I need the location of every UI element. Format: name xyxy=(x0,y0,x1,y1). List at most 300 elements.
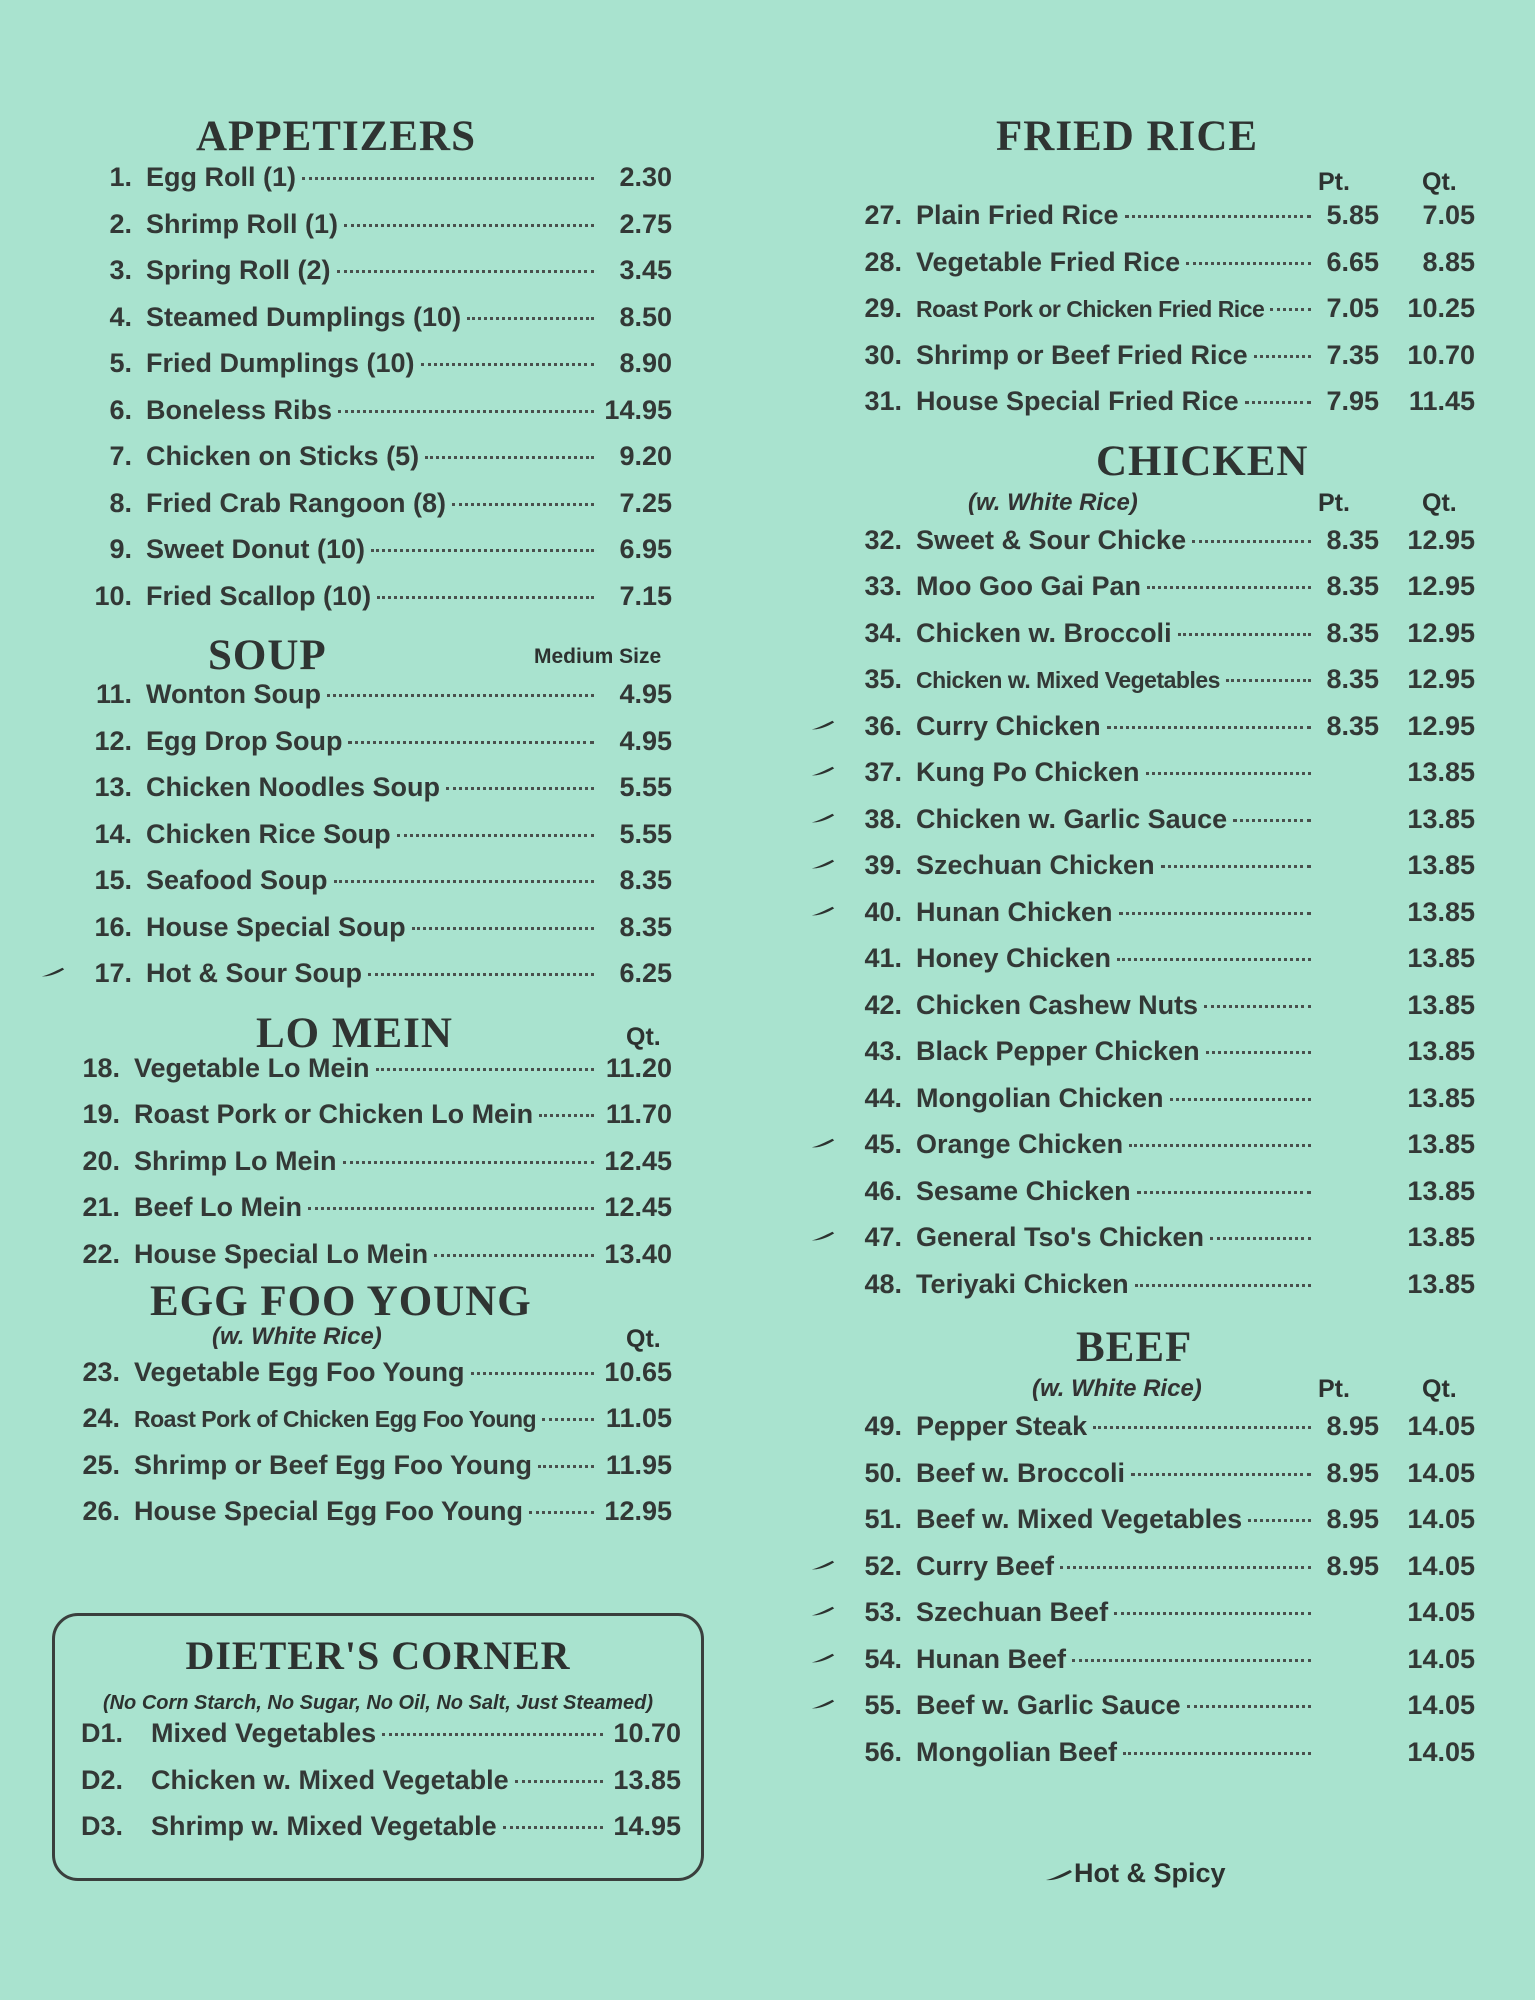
beef-subtitle: (w. White Rice) xyxy=(1032,1375,1202,1402)
item-price: 7.25 xyxy=(619,487,672,518)
fried-rice-qt-label: Qt. xyxy=(1422,168,1457,196)
dot-leader xyxy=(515,1780,603,1783)
item-price-pint: 6.65 xyxy=(1326,246,1379,277)
item-price-quart: 14.05 xyxy=(1407,1457,1475,1488)
dot-leader xyxy=(334,880,595,883)
menu-item xyxy=(840,1129,1475,1176)
item-price: 12.45 xyxy=(604,1192,672,1222)
item-name: Sweet & Sour Chicke xyxy=(916,524,1187,555)
item-number: 56. xyxy=(864,1736,902,1767)
item-name: Beef w. Garlic Sauce xyxy=(916,1690,1181,1720)
dot-leader xyxy=(1170,1098,1311,1101)
item-name: Vegetable Fried Rice xyxy=(916,246,1181,277)
item-name: Chicken Cashew Nuts xyxy=(916,989,1199,1020)
section-title-beef: BEEF xyxy=(1076,1324,1193,1371)
section-title-dieters-corner: DIETER'S CORNER xyxy=(185,1633,571,1678)
item-price: 8.35 xyxy=(619,911,672,942)
menu-item xyxy=(70,395,672,442)
item-price: 4.95 xyxy=(619,725,672,756)
dot-leader xyxy=(425,456,594,459)
item-price-quart: 14.05 xyxy=(1407,1550,1475,1581)
item-price-quart: 13.85 xyxy=(1407,1036,1475,1066)
menu-item xyxy=(58,1357,672,1404)
item-number: 18. xyxy=(82,1052,120,1083)
item-number: 12. xyxy=(94,725,132,756)
item-name: Teriyaki Chicken xyxy=(916,1268,1129,1299)
item-number: 25. xyxy=(82,1449,120,1480)
dot-leader xyxy=(1233,819,1311,822)
item-name: Steamed Dumplings (10) xyxy=(146,301,462,332)
item-name: Curry Chicken xyxy=(916,710,1101,741)
item-price-quart: 13.85 xyxy=(1407,1222,1475,1252)
item-price-quart: 7.05 xyxy=(1422,200,1475,230)
chicken-header xyxy=(840,433,1475,525)
item-price-quart: 12.95 xyxy=(1407,617,1475,648)
menu-item xyxy=(840,664,1475,711)
dot-leader xyxy=(1146,772,1311,775)
dot-leader xyxy=(1131,1473,1311,1476)
item-name: Mongolian Chicken xyxy=(916,1082,1164,1113)
item-price-pint: 5.85 xyxy=(1326,200,1379,230)
menu-item xyxy=(58,1146,672,1193)
item-number: 35. xyxy=(864,664,902,694)
item-price: 10.70 xyxy=(613,1718,681,1748)
menu-item xyxy=(70,679,672,726)
item-number: 45. xyxy=(840,1129,902,1160)
item-number: 44. xyxy=(864,1082,902,1113)
menu-item xyxy=(58,1450,672,1497)
item-number: 37. xyxy=(840,757,902,788)
pepper-icon xyxy=(810,1230,836,1242)
item-name: Chicken w. Mixed Vegetables xyxy=(916,667,1220,693)
item-number: 28. xyxy=(864,246,902,277)
dot-leader xyxy=(377,596,594,599)
item-name: Plain Fried Rice xyxy=(916,200,1119,230)
dot-leader xyxy=(1093,1426,1311,1429)
dot-leader xyxy=(542,1418,594,1421)
item-number: 4. xyxy=(109,301,132,332)
item-number: 40. xyxy=(840,897,902,928)
item-price: 4.95 xyxy=(619,679,672,709)
item-price-quart: 13.85 xyxy=(1407,1082,1475,1113)
item-price: 7.15 xyxy=(619,580,672,611)
item-name: Boneless Ribs xyxy=(146,394,333,425)
item-name: House Special Egg Foo Young xyxy=(134,1496,524,1526)
dieters-corner-subtitle: (No Corn Starch, No Sugar, No Oil, No Salt, Just Steamed) xyxy=(102,1692,654,1714)
item-name: Sweet Donut (10) xyxy=(146,534,366,564)
item-price-quart: 13.85 xyxy=(1407,850,1475,880)
item-price-quart: 13.85 xyxy=(1407,757,1475,787)
menu-item xyxy=(70,865,672,912)
menu-item xyxy=(840,1644,1475,1691)
item-number: 34. xyxy=(864,617,902,648)
item-price-quart: 14.05 xyxy=(1407,1597,1475,1627)
menu-item xyxy=(840,1504,1475,1551)
item-price-quart: 14.05 xyxy=(1407,1736,1475,1767)
dot-leader xyxy=(302,177,594,180)
item-name: Chicken Rice Soup xyxy=(146,818,391,849)
menu-item xyxy=(70,209,672,256)
item-number: 27. xyxy=(864,200,902,230)
item-number: D1. xyxy=(81,1718,124,1748)
menu-item xyxy=(840,850,1475,897)
item-price-pint: 8.95 xyxy=(1326,1550,1379,1581)
dot-leader xyxy=(539,1114,594,1117)
menu-item xyxy=(81,1718,681,1765)
item-name: Orange Chicken xyxy=(916,1129,1124,1159)
item-number: 9. xyxy=(109,534,132,564)
dot-leader xyxy=(368,973,594,976)
item-name: Beef w. Mixed Vegetables xyxy=(916,1504,1243,1534)
dot-leader xyxy=(1137,1191,1311,1194)
item-name: Hunan Beef xyxy=(916,1643,1067,1674)
section-title-lo-mein: LO MEIN xyxy=(256,1009,453,1057)
item-name: Roast Pork of Chicken Egg Foo Young xyxy=(134,1406,537,1432)
item-price-pint: 7.35 xyxy=(1326,339,1379,370)
dieters-corner-list xyxy=(81,1718,681,1858)
item-name: Shrimp or Beef Fried Rice xyxy=(916,339,1248,370)
item-price-pint: 8.95 xyxy=(1326,1504,1379,1534)
item-number: 39. xyxy=(840,850,902,881)
menu-item xyxy=(840,1269,1475,1316)
item-price-pint: 7.05 xyxy=(1326,293,1379,323)
pepper-icon xyxy=(810,1605,836,1617)
item-number: 14. xyxy=(94,818,132,849)
menu-item xyxy=(70,581,672,628)
item-price-quart: 14.05 xyxy=(1407,1690,1475,1720)
item-price-quart: 13.85 xyxy=(1407,1129,1475,1159)
item-name: Kung Po Chicken xyxy=(916,757,1140,787)
fried-rice-header xyxy=(840,108,1475,200)
item-price-quart: 13.85 xyxy=(1407,803,1475,834)
dot-leader xyxy=(1192,540,1311,543)
item-price: 14.95 xyxy=(613,1811,681,1841)
menu-item xyxy=(70,772,672,819)
item-number: 2. xyxy=(109,208,132,239)
dot-leader xyxy=(529,1511,594,1514)
dot-leader xyxy=(1135,1284,1311,1287)
pepper-icon xyxy=(810,858,836,870)
menu-item xyxy=(840,1036,1475,1083)
item-number: 19. xyxy=(82,1099,120,1129)
item-price-quart: 11.45 xyxy=(1408,386,1475,416)
chicken-pt-label: Pt. xyxy=(1318,488,1350,517)
item-price-quart: 14.05 xyxy=(1407,1411,1475,1441)
item-number: 23. xyxy=(82,1356,120,1387)
menu-item xyxy=(840,711,1475,758)
item-number: 26. xyxy=(82,1496,120,1526)
item-price-quart: 12.95 xyxy=(1407,664,1475,694)
fried-rice-list xyxy=(840,200,1475,433)
menu-item xyxy=(840,804,1475,851)
soup-header xyxy=(70,627,710,679)
menu-item xyxy=(840,1597,1475,1644)
item-name: Shrimp Roll (1) xyxy=(146,208,339,239)
dot-leader xyxy=(348,741,594,744)
legend-text: Hot & Spicy xyxy=(1074,1858,1226,1888)
item-price: 11.20 xyxy=(605,1052,672,1083)
item-number: 15. xyxy=(94,865,132,895)
section-title-chicken: CHICKEN xyxy=(1096,437,1309,485)
item-name: Chicken on Sticks (5) xyxy=(146,441,420,471)
item-price: 9.20 xyxy=(619,441,672,471)
dot-leader xyxy=(1226,679,1311,682)
item-number: 52. xyxy=(840,1551,902,1582)
item-price: 3.45 xyxy=(619,255,672,285)
item-name: Beef w. Broccoli xyxy=(916,1457,1126,1488)
menu-item xyxy=(840,525,1475,572)
dot-leader xyxy=(538,1465,594,1468)
menu-item xyxy=(840,571,1475,618)
lo-mein-qt-label: Qt. xyxy=(626,1022,661,1051)
item-name: Vegetable Egg Foo Young xyxy=(134,1356,465,1387)
dot-leader xyxy=(1117,958,1311,961)
egg-foo-young-subtitle: (w. White Rice) xyxy=(212,1322,382,1350)
item-number: 10. xyxy=(94,580,132,611)
dot-leader xyxy=(503,1826,603,1829)
item-name: Hot & Sour Soup xyxy=(146,958,362,988)
item-price-quart: 10.70 xyxy=(1407,339,1475,370)
menu-item xyxy=(70,534,672,581)
item-number: 41. xyxy=(864,943,902,973)
egg-foo-young-header xyxy=(70,1273,710,1357)
item-number: 7. xyxy=(109,441,132,471)
item-name: House Special Soup xyxy=(146,911,406,942)
item-number: 17. xyxy=(70,958,132,989)
menu-item xyxy=(840,1176,1475,1223)
soup-size-label: Medium Size xyxy=(534,645,662,668)
item-price: 2.75 xyxy=(619,208,672,239)
item-price: 13.40 xyxy=(604,1238,672,1269)
item-price: 5.55 xyxy=(619,818,672,849)
dot-leader xyxy=(1129,1144,1311,1147)
item-price: 14.95 xyxy=(604,394,672,425)
item-number: 51. xyxy=(864,1504,902,1534)
left-column xyxy=(70,108,710,1543)
dot-leader xyxy=(1178,633,1311,636)
item-number: 32. xyxy=(864,524,902,555)
item-price-pint: 8.95 xyxy=(1326,1457,1379,1488)
item-name: Szechuan Chicken xyxy=(916,850,1155,880)
item-name: Egg Roll (1) xyxy=(146,162,296,192)
menu-item xyxy=(58,1053,672,1100)
item-name: Roast Pork or Chicken Fried Rice xyxy=(916,296,1265,322)
item-name: Hunan Chicken xyxy=(916,896,1113,927)
menu-item xyxy=(840,943,1475,990)
menu-item xyxy=(70,348,672,395)
item-number: D3. xyxy=(81,1811,124,1841)
item-number: 11. xyxy=(95,679,132,709)
item-price: 11.05 xyxy=(605,1403,672,1433)
menu-item xyxy=(70,819,672,866)
menu-item xyxy=(81,1765,681,1812)
item-number: D2. xyxy=(81,1764,124,1795)
chicken-subtitle: (w. White Rice) xyxy=(968,488,1138,516)
dot-leader xyxy=(1123,1752,1311,1755)
item-price-quart: 12.95 xyxy=(1407,710,1475,741)
item-price: 2.30 xyxy=(619,162,672,192)
dot-leader xyxy=(308,1207,594,1210)
item-number: 29. xyxy=(864,293,902,323)
beef-header xyxy=(840,1319,1475,1411)
item-name: Szechuan Beef xyxy=(916,1597,1109,1627)
lo-mein-list xyxy=(58,1053,710,1273)
pepper-icon xyxy=(810,1137,836,1149)
item-number: 38. xyxy=(840,804,902,835)
item-price: 12.45 xyxy=(604,1145,672,1176)
item-number: 6. xyxy=(109,394,132,425)
item-number: 47. xyxy=(840,1222,902,1253)
section-title-fried-rice: FRIED RICE xyxy=(996,113,1259,160)
item-name: Sesame Chicken xyxy=(916,1175,1131,1206)
item-price: 11.70 xyxy=(605,1099,672,1129)
item-price-quart: 13.85 xyxy=(1407,896,1475,927)
section-title-appetizers: APPETIZERS xyxy=(196,113,477,160)
item-name: Vegetable Lo Mein xyxy=(134,1052,370,1083)
dot-leader xyxy=(1187,1705,1311,1708)
menu-item xyxy=(70,162,672,209)
dot-leader xyxy=(397,834,594,837)
item-price-pint: 8.35 xyxy=(1326,617,1379,648)
pepper-icon xyxy=(1044,1868,1074,1882)
menu-item xyxy=(81,1811,681,1858)
dot-leader xyxy=(1119,912,1311,915)
dot-leader xyxy=(421,363,594,366)
item-number: 50. xyxy=(864,1457,902,1488)
item-name: Beef Lo Mein xyxy=(134,1192,303,1222)
item-name: Egg Drop Soup xyxy=(146,725,343,756)
item-number: 48. xyxy=(864,1268,902,1299)
item-price-pint: 8.35 xyxy=(1326,571,1379,601)
beef-pt-label: Pt. xyxy=(1318,1375,1350,1403)
pepper-icon xyxy=(40,966,66,978)
dot-leader xyxy=(446,787,594,790)
dot-leader xyxy=(327,694,594,697)
item-price-quart: 8.85 xyxy=(1422,246,1475,277)
item-price-pint: 8.35 xyxy=(1326,664,1379,694)
item-number: 31. xyxy=(864,386,902,416)
egg-foo-young-list xyxy=(58,1357,710,1543)
dot-leader xyxy=(371,549,594,552)
item-name: Mongolian Beef xyxy=(916,1736,1117,1767)
menu-item xyxy=(58,1192,672,1239)
menu-item xyxy=(70,726,672,773)
pepper-icon xyxy=(810,719,836,731)
appetizers-header xyxy=(70,108,710,162)
dot-leader xyxy=(452,503,594,506)
item-price-pint: 8.95 xyxy=(1326,1411,1379,1441)
item-price-quart: 13.85 xyxy=(1407,989,1475,1020)
item-price: 12.95 xyxy=(604,1496,672,1526)
menu-item xyxy=(70,441,672,488)
dot-leader xyxy=(1072,1659,1311,1662)
item-price-quart: 14.05 xyxy=(1407,1643,1475,1674)
dot-leader xyxy=(1060,1566,1311,1569)
dot-leader xyxy=(343,1161,595,1164)
pepper-icon xyxy=(810,765,836,777)
item-number: 21. xyxy=(82,1192,120,1222)
item-name: Shrimp w. Mixed Vegetable xyxy=(151,1811,497,1841)
item-price: 10.65 xyxy=(604,1356,672,1387)
item-number: 30. xyxy=(864,339,902,370)
menu-item xyxy=(840,1411,1475,1458)
item-name: General Tso's Chicken xyxy=(916,1222,1205,1252)
pepper-icon xyxy=(810,1652,836,1664)
dieters-corner-box xyxy=(52,1613,704,1881)
menu-item xyxy=(840,1690,1475,1737)
item-number: 1. xyxy=(109,162,132,192)
item-number: 36. xyxy=(840,711,902,742)
lo-mein-header xyxy=(70,1005,710,1057)
menu-item xyxy=(70,255,672,302)
item-price-quart: 13.85 xyxy=(1407,1175,1475,1206)
dot-leader xyxy=(338,410,594,413)
item-name: House Special Lo Mein xyxy=(134,1238,429,1269)
menu-item xyxy=(840,293,1475,340)
item-price-quart: 10.25 xyxy=(1407,293,1475,323)
dot-leader xyxy=(1245,401,1311,404)
hot-spicy-legend xyxy=(1044,1858,1226,1889)
item-price: 8.90 xyxy=(619,348,672,378)
beef-qt-label: Qt. xyxy=(1422,1375,1457,1403)
soup-list xyxy=(70,679,710,1005)
item-name: Shrimp Lo Mein xyxy=(134,1145,337,1176)
item-price-pint: 8.35 xyxy=(1326,524,1379,555)
dot-leader xyxy=(1161,865,1311,868)
item-name: Fried Scallop (10) xyxy=(146,580,372,611)
item-price: 5.55 xyxy=(619,772,672,802)
menu-item xyxy=(840,386,1475,433)
menu-item xyxy=(840,1737,1475,1784)
dot-leader xyxy=(471,1372,594,1375)
item-name: Shrimp or Beef Egg Foo Young xyxy=(134,1449,532,1480)
menu-item xyxy=(840,757,1475,804)
dot-leader xyxy=(344,224,594,227)
item-number: 13. xyxy=(94,772,132,802)
item-number: 16. xyxy=(94,911,132,942)
chicken-list xyxy=(840,525,1475,1316)
item-price: 11.95 xyxy=(605,1449,672,1480)
item-number: 55. xyxy=(840,1690,902,1721)
dot-leader xyxy=(1248,1519,1311,1522)
item-name: Fried Crab Rangoon (8) xyxy=(146,487,447,518)
item-price-quart: 13.85 xyxy=(1407,1268,1475,1299)
item-number: 8. xyxy=(109,487,132,518)
item-name: Honey Chicken xyxy=(916,943,1112,973)
item-name: Curry Beef xyxy=(916,1550,1055,1581)
item-name: Chicken w. Mixed Vegetable xyxy=(151,1764,509,1795)
chicken-qt-label: Qt. xyxy=(1422,488,1457,517)
item-name: Chicken Noodles Soup xyxy=(146,772,441,802)
dot-leader xyxy=(1254,355,1311,358)
menu-item xyxy=(840,200,1475,247)
item-price: 6.25 xyxy=(619,958,672,988)
item-price-quart: 14.05 xyxy=(1407,1504,1475,1534)
dot-leader xyxy=(1147,586,1311,589)
item-number: 22. xyxy=(82,1238,120,1269)
item-name: Chicken w. Broccoli xyxy=(916,617,1172,648)
dot-leader xyxy=(376,1068,594,1071)
menu-item xyxy=(70,302,672,349)
item-name: Black Pepper Chicken xyxy=(916,1036,1200,1066)
dot-leader xyxy=(434,1254,594,1257)
item-name: Moo Goo Gai Pan xyxy=(916,571,1142,601)
menu-item xyxy=(58,1496,672,1543)
dot-leader xyxy=(1206,1051,1311,1054)
egg-foo-young-qt-label: Qt. xyxy=(626,1324,661,1353)
menu-item xyxy=(840,1551,1475,1598)
menu-item xyxy=(70,958,672,1005)
